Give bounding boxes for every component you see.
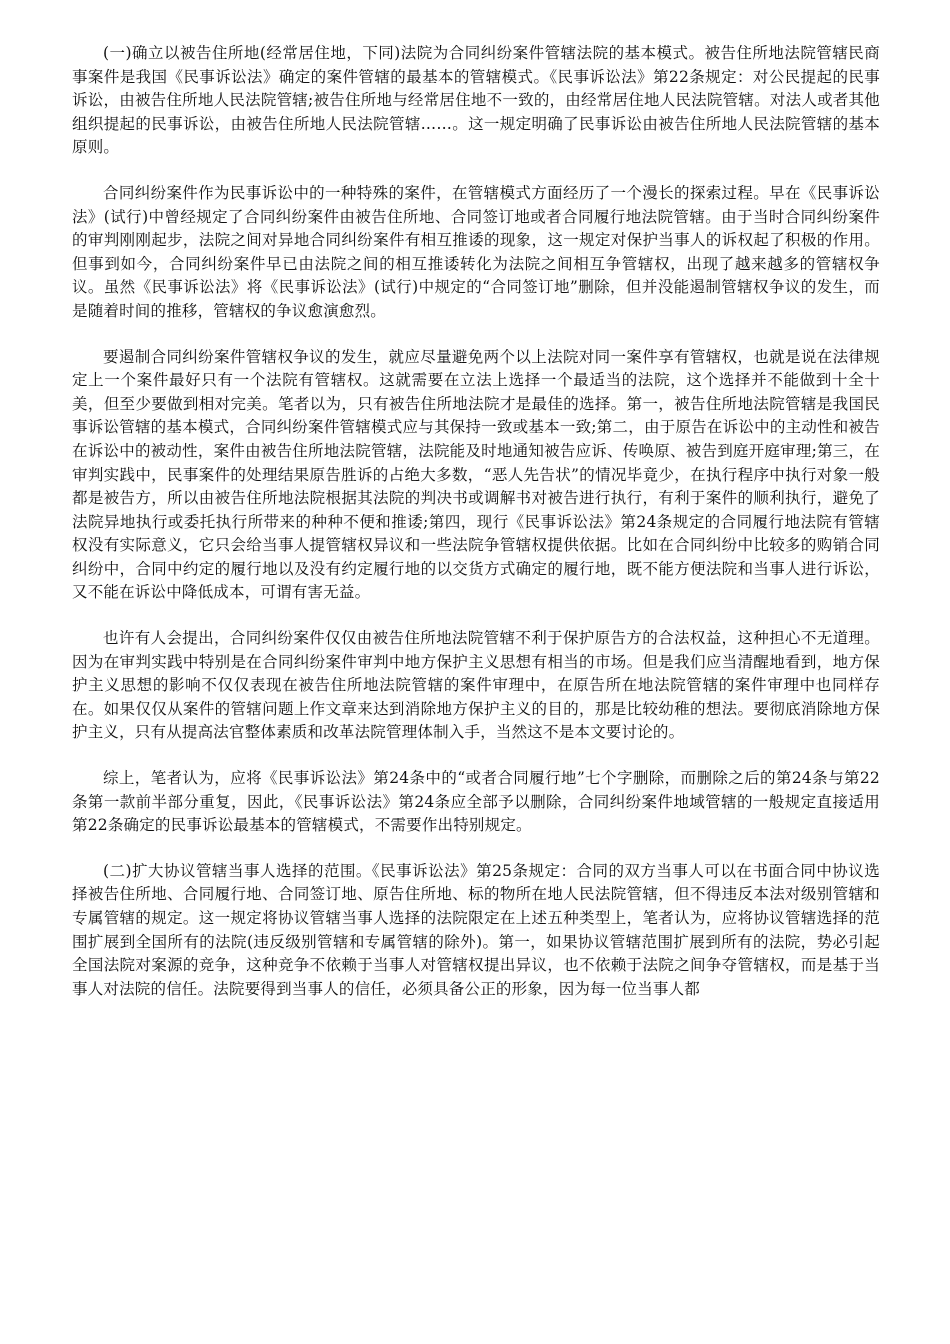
paragraph-1: (一)确立以被告住所地(经常居住地，下同)法院为合同纠纷案件管辖法院的基本模式。被告住所地法院管辖民商事案件是我国《民事诉讼法》确定的案件管辖的最基本的管辖模式。《民事诉讼法》第22条规定：对公民提起的民事诉讼，由被告住所地人民法院管辖;被告住所地与经常居住地不一致的，由经常居住地人民法院管辖。对法人或者其他组织提起的民事诉讼，由被告住所地人民法院管辖……。这一规定明确了民事诉讼由被告住所地人民法院管辖的基本原则。 (72, 44, 880, 157)
paragraph-3: 要遏制合同纠纷案件管辖权争议的发生，就应尽量避免两个以上法院对同一案件享有管辖权，也就是说在法律规定上一个案件最好只有一个法院有管辖权。这就需要在立法上选择一个最适当的法院，这个选择并不能做到十全十美，但至少要做到相对完美。笔者以为，只有被告住所地法院才是最佳的选择。第一，被告住所地法院管辖是我国民事诉讼管辖的基本模式，合同纠纷案件管辖模式应与其保持一致或基本一致;第二，由于原告在诉讼中的主动性和被告在诉讼中的被动性，案件由被告住所地法院管辖，法院能及时地通知被告应诉、传唤原、被告到庭开庭审理;第三，在审判实践中，民事案件的处理结果原告胜诉的占绝大多数，“恶人先告状”的情况毕竟少，在执行程序中执行对象一般都是被告方，所以由被告住所地法院根据其法院的判决书或调解书对被告进行执行，有利于案件的顺利执行，避免了法院异地执行或委托执行所带来的种种不便和推诿;第四，现行《民事诉讼法》第24条规定的合同履行地法院有管辖权没有实际意义，它只会给当事人提管辖权异议和一些法院争管辖权提供依据。比如在合同纠纷中比较多的购销合同纠纷中，合同中约定的履行地以及没有约定履行地的以交货方式确定的履行地，既不能方便法院和当事人进行诉讼，又不能在诉讼中降低成本，可谓有害无益。 (72, 347, 880, 602)
paragraph-5: 综上，笔者认为，应将《民事诉讼法》第24条中的“或者合同履行地”七个字删除，而删除之后的第24条与第22条第一款前半部分重复，因此，《民事诉讼法》第24条应全部予以删除，合同纠纷案件地域管辖的一般规定直接适用第22条确定的民事诉讼最基本的管辖模式，不需要作出特别规定。 (72, 769, 880, 835)
paragraph-2: 合同纠纷案件作为民事诉讼中的一种特殊的案件，在管辖模式方面经历了一个漫长的探索过程。早在《民事诉讼法》(试行)中曾经规定了合同纠纷案件由被告住所地、合同签订地或者合同履行地法院管辖。由于当时合同纠纷案件的审判刚刚起步，法院之间对异地合同纠纷案件有相互推诿的现象，这一规定对保护当事人的诉权起了积极的作用。但事到如今，合同纠纷案件早已由法院之间的相互推诿转化为法院之间相互争管辖权，出现了越来越多的管辖权争议。虽然《民事诉讼法》将《民事诉讼法》(试行)中规定的“合同签订地”删除，但并没能遏制管辖权争议的发生，而是随着时间的推移，管辖权的争议愈演愈烈。 (72, 183, 880, 320)
document-page (72, 42, 880, 1001)
paragraph-6: (二)扩大协议管辖当事人选择的范围。《民事诉讼法》第25条规定：合同的双方当事人可以在书面合同中协议选择被告住所地、合同履行地、合同签订地、原告住所地、标的物所在地人民法院管辖，但不得违反本法对级别管辖和专属管辖的规定。这一规定将协议管辖当事人选择的法院限定在上述五种类型上，笔者认为，应将协议管辖选择的范围扩展到全国所有的法院(违反级别管辖和专属管辖的除外)。第一，如果协议管辖范围扩展到所有的法院，势必引起全国法院对案源的竞争，这种竞争不依赖于当事人对管辖权提出异议，也不依赖于法院之间争夺管辖权，而是基于当事人对法院的信任。法院要得到当事人的信任，必须具备公正的形象，因为每一位当事人都 (72, 861, 880, 998)
paragraph-4: 也许有人会提出，合同纠纷案件仅仅由被告住所地法院管辖不利于保护原告方的合法权益，这种担心不无道理。因为在审判实践中特别是在合同纠纷案件审判中地方保护主义思想有相当的市场。但是我们应当清醒地看到，地方保护主义思想的影响不仅仅表现在被告住所地法院管辖的案件审理中，在原告所在地法院管辖的案件审理中也同样存在。如果仅仅从案件的管辖问题上作文章来达到消除地方保护主义的目的，那是比较幼稚的想法。要彻底消除地方保护主义，只有从提高法官整体素质和改革法院管理体制入手，当然这不是本文要讨论的。 (72, 629, 880, 742)
